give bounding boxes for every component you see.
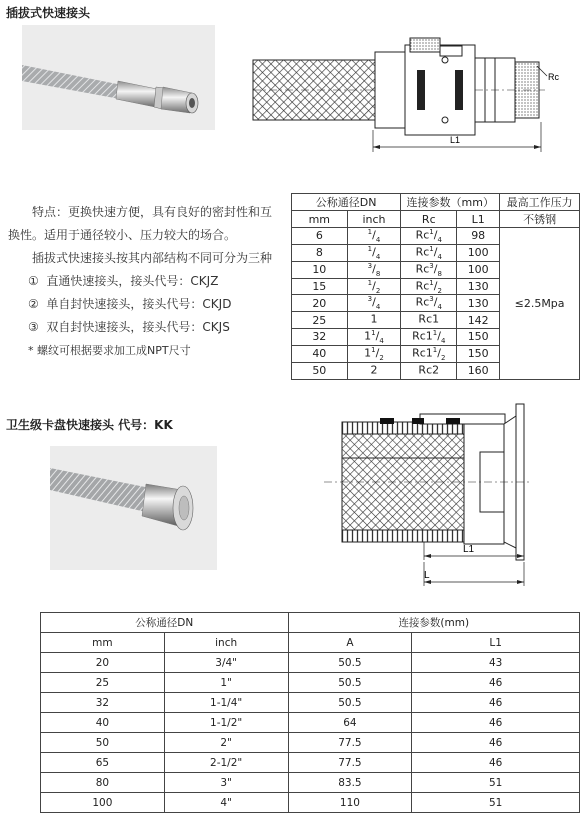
- cell-inch: $^3/_8$: [347, 261, 401, 278]
- cell-mm: 32: [41, 693, 165, 713]
- cell-l1: 51: [412, 793, 580, 813]
- cell-inch: $^3/_4$: [347, 295, 401, 312]
- header-conn: 连接参数（mm）: [401, 194, 500, 211]
- cell-rc: $Rc^1/_4$: [401, 244, 457, 261]
- type-item-2: ② 单自封快速接头，接头代号：CKJD: [28, 297, 232, 311]
- cell-l1: 100: [457, 261, 500, 278]
- cell-l1: 160: [457, 362, 500, 379]
- header-dn-2: 公称通径DN: [41, 613, 289, 633]
- cell-l1: 142: [457, 312, 500, 329]
- table-row: [41, 653, 580, 673]
- cell-l1: 150: [457, 345, 500, 362]
- cell-mm: 25: [41, 673, 165, 693]
- cell-l1: 98: [457, 228, 500, 245]
- cell-mm: 40: [41, 713, 165, 733]
- cell-l1: 130: [457, 278, 500, 295]
- cell-mm: 32: [292, 329, 348, 346]
- cell-inch: $1^1/_2$: [347, 345, 401, 362]
- feature-line-1: 特点：更换快速方便，具有良好的密封性和互: [32, 205, 273, 219]
- header-material: 不锈钢: [500, 211, 580, 228]
- feature-line-2: 换性。适用于通径较小、压力较大的场合。: [8, 228, 237, 242]
- table-row: [41, 713, 580, 733]
- cell-a: 50.5: [288, 693, 412, 713]
- cell-rc: $Rc1^1/_2$: [401, 345, 457, 362]
- cell-mm: 65: [41, 753, 165, 773]
- header-a-2: A: [288, 633, 412, 653]
- feature-line-3: 插拔式快速接头按其内部结构不同可分为三种: [32, 251, 273, 265]
- header-mm-2: mm: [41, 633, 165, 653]
- cell-l1: 46: [412, 713, 580, 733]
- type-item-1: ① 直通快速接头，接头代号：CKJZ: [28, 274, 219, 288]
- table-row: [41, 773, 580, 793]
- type-item-3: ③ 双自封快速接头，接头代号：CKJS: [28, 320, 230, 334]
- header-l1-2: L1: [412, 633, 580, 653]
- header-mm: mm: [292, 211, 348, 228]
- cell-l1: 51: [412, 773, 580, 793]
- cell-l1: 43: [412, 653, 580, 673]
- cell-inch: $^1/_4$: [347, 228, 401, 245]
- cell-inch: 1": [164, 673, 288, 693]
- header-inch-2: inch: [164, 633, 288, 653]
- cell-a: 110: [288, 793, 412, 813]
- cell-rc: $Rc1^1/_4$: [401, 329, 457, 346]
- cell-a: 64: [288, 713, 412, 733]
- sanitary-clamp-spec-table: [40, 612, 580, 813]
- table-row: [41, 753, 580, 773]
- cell-inch: 2: [347, 362, 401, 379]
- cell-inch: $^1/_2$: [347, 278, 401, 295]
- header-dn: 公称通径DN: [292, 194, 401, 211]
- cell-inch: $^1/_4$: [347, 244, 401, 261]
- cell-inch: 3": [164, 773, 288, 793]
- cell-a: 77.5: [288, 753, 412, 773]
- table-row: [41, 733, 580, 753]
- cell-rc: $Rc^3/_4$: [401, 295, 457, 312]
- cell-mm: 20: [41, 653, 165, 673]
- table-row: [41, 793, 580, 813]
- cell-l1: 150: [457, 329, 500, 346]
- l1-label: L1: [450, 135, 461, 145]
- cell-l1: 46: [412, 733, 580, 753]
- header-rc: Rc: [401, 211, 457, 228]
- cell-inch: 2": [164, 733, 288, 753]
- npt-note: * 螺纹可根据要求加工成NPT尺寸: [28, 344, 191, 357]
- cell-mm: 40: [292, 345, 348, 362]
- quick-plug-hose-photo: [22, 25, 215, 130]
- cell-inch: 3/4": [164, 653, 288, 673]
- cell-a: 50.5: [288, 653, 412, 673]
- l-label: L: [424, 570, 430, 581]
- cell-mm: 80: [41, 773, 165, 793]
- quick-plug-spec-table: [291, 193, 580, 380]
- cell-inch: 1: [347, 312, 401, 329]
- table-row: [292, 228, 580, 245]
- cell-inch: 1-1/2": [164, 713, 288, 733]
- cell-mm: 50: [41, 733, 165, 753]
- quick-plug-cross-section-diagram: [245, 30, 580, 158]
- cell-mm: 6: [292, 228, 348, 245]
- header-l1: L1: [457, 211, 500, 228]
- cell-l1: 46: [412, 673, 580, 693]
- section1-title: 插拔式快速接头: [6, 6, 91, 20]
- l1-label-2: L1: [463, 544, 475, 555]
- cell-rc: $Rc^1/_4$: [401, 228, 457, 245]
- cell-mm: 50: [292, 362, 348, 379]
- cell-pressure: ≤2.5Mpa: [500, 228, 580, 380]
- section2-title: 卫生级卡盘快速接头 代号：KK: [6, 418, 173, 432]
- cell-rc: $Rc^3/_8$: [401, 261, 457, 278]
- cell-rc: Rc1: [401, 312, 457, 329]
- cell-rc: $Rc^1/_2$: [401, 278, 457, 295]
- cell-l1: 46: [412, 693, 580, 713]
- cell-mm: 20: [292, 295, 348, 312]
- sanitary-clamp-hose-photo: [50, 446, 217, 570]
- cell-a: 77.5: [288, 733, 412, 753]
- cell-rc: Rc2: [401, 362, 457, 379]
- header-conn-2: 连接参数(mm): [288, 613, 579, 633]
- cell-mm: 25: [292, 312, 348, 329]
- sanitary-clamp-diagram: [320, 402, 582, 590]
- cell-mm: 10: [292, 261, 348, 278]
- cell-inch: 2-1/2": [164, 753, 288, 773]
- cell-mm: 8: [292, 244, 348, 261]
- header-pressure: 最高工作压力: [500, 194, 580, 211]
- cell-l1: 46: [412, 753, 580, 773]
- cell-inch: 1-1/4": [164, 693, 288, 713]
- cell-mm: 100: [41, 793, 165, 813]
- cell-inch: 4": [164, 793, 288, 813]
- cell-l1: 130: [457, 295, 500, 312]
- cell-a: 50.5: [288, 673, 412, 693]
- header-inch: inch: [347, 211, 401, 228]
- table-row: [41, 673, 580, 693]
- table-row: [41, 693, 580, 713]
- cell-l1: 100: [457, 244, 500, 261]
- cell-inch: $1^1/_4$: [347, 329, 401, 346]
- feature-text: [8, 201, 288, 362]
- rc-label: Rc: [548, 72, 559, 82]
- cell-mm: 15: [292, 278, 348, 295]
- cell-a: 83.5: [288, 773, 412, 793]
